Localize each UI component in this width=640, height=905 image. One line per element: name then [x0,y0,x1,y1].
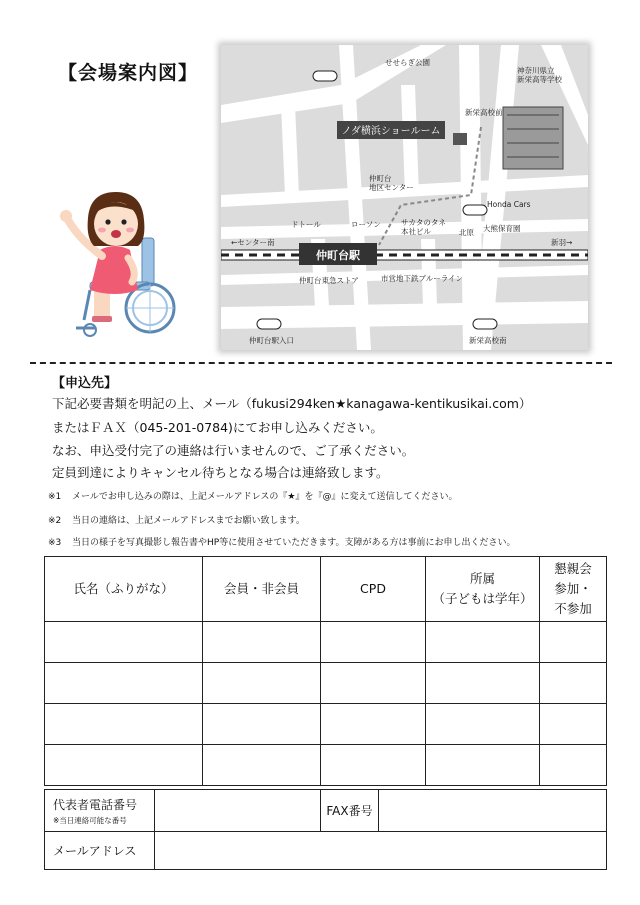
bus-stop-icon [473,319,497,329]
member-cell[interactable] [203,663,321,704]
note-3: ※3 当日の様子を写真撮影し報告書やHP等に使用させていただきます。支障がある方は事前にお申し出ください。 [48,538,516,548]
table-header-row [45,557,607,622]
party-cell[interactable] [540,704,607,745]
contact-email-row [44,831,607,870]
cpd-cell[interactable] [321,745,426,786]
map-label-tokyu-store: 仲町台東急ストア [299,276,359,285]
section-divider [30,362,612,364]
map-label-honda: Honda Cars [487,200,531,209]
map-label-north-exit: 北原 [459,228,474,237]
name-cell[interactable] [45,704,203,745]
fax-input[interactable] [379,790,607,832]
affiliation-cell[interactable] [426,745,540,786]
affiliation-cell[interactable] [426,704,540,745]
map-label-station: 仲町台駅 [316,249,360,262]
map-label-bus-stop-top: 新栄高校前 [465,108,503,117]
note-1: ※1 メールでお申し込みの際は、上記メールアドレスの『★』を『@』に変えて送信してください。 [48,492,458,502]
name-cell[interactable] [45,663,203,704]
map-label-school: 神奈川県立新栄高等学校 [517,66,562,84]
map-label-subway-line: 市営地下鉄ブルーライン [381,274,463,283]
table-row [45,745,607,786]
header-name: 氏名（ふりがな） [45,557,203,622]
affiliation-cell[interactable] [426,622,540,663]
email-input[interactable] [155,832,607,870]
bus-stop-icon [463,205,487,215]
map-label-lawson: ローソン [351,220,381,229]
header-cpd: CPD [321,557,426,622]
header-party: 懇親会 参加・ 不参加 [540,557,607,622]
map-label-dotour: ドトール [291,220,321,229]
map-label-nursery: 大熊保育園 [483,224,521,233]
map-label-community-center: 仲町台地区センター [369,174,414,192]
table-row [45,622,607,663]
table-row [45,663,607,704]
application-line: 下記必要書類を明記の上、メール（fukusi294ken★kanagawa-kentikusikai.com） [52,396,532,411]
application-heading: 【申込先】 [52,376,118,391]
contact-phone-fax-row [44,789,607,832]
phone-label: 代表者電話番号 [53,797,138,812]
member-cell[interactable] [203,622,321,663]
wheelchair-girl-illustration [50,190,190,349]
bus-stop-icon [257,319,281,329]
map-label-park: せせらぎ公園 [385,58,430,67]
party-cell[interactable] [540,745,607,786]
phone-label-cell [45,790,155,832]
member-cell[interactable] [203,704,321,745]
cpd-cell[interactable] [321,663,426,704]
note-2: ※2 当日の連絡は、上記メールアドレスまでお願い致します。 [48,516,305,526]
name-cell[interactable] [45,622,203,663]
party-cell[interactable] [540,622,607,663]
party-cell[interactable] [540,663,607,704]
map-label-to-center-minami: ←センター南 [231,238,275,247]
venue-title: 【会場案内図】 [58,62,199,84]
header-affiliation: 所属 （子どもは学年） [426,557,540,622]
map-label-showroom: ノダ横浜ショールーム [341,126,441,137]
map-label-bus-school-south: 新栄高校南 [469,336,507,345]
member-cell[interactable] [203,745,321,786]
application-line: またはＦＡＸ（045-201-0784)にてお申し込みください。 [52,420,383,435]
table-row [45,704,607,745]
map-label-sakata: サカタのタネ本社ビル [401,218,446,236]
bus-stop-icon [313,71,337,81]
venue-map [221,45,588,350]
fax-label: FAX番号 [321,790,379,832]
cpd-cell[interactable] [321,704,426,745]
application-line: 定員到達によりキャンセル待ちとなる場合は連絡致します。 [52,465,389,480]
map-label-bus-station-entrance: 仲町台駅入口 [249,336,294,345]
map-label-to-nippa: 新羽→ [551,238,573,247]
phone-input[interactable] [155,790,321,832]
affiliation-cell[interactable] [426,663,540,704]
name-cell[interactable] [45,745,203,786]
email-label: メールアドレス [45,832,155,870]
application-line: なお、申込受付完了の連絡は行いませんので、ご了承ください。 [52,443,415,458]
cpd-cell[interactable] [321,622,426,663]
registration-table [44,556,607,786]
phone-note: ※当日連絡可能な番号 [53,815,127,825]
header-member: 会員・非会員 [203,557,321,622]
